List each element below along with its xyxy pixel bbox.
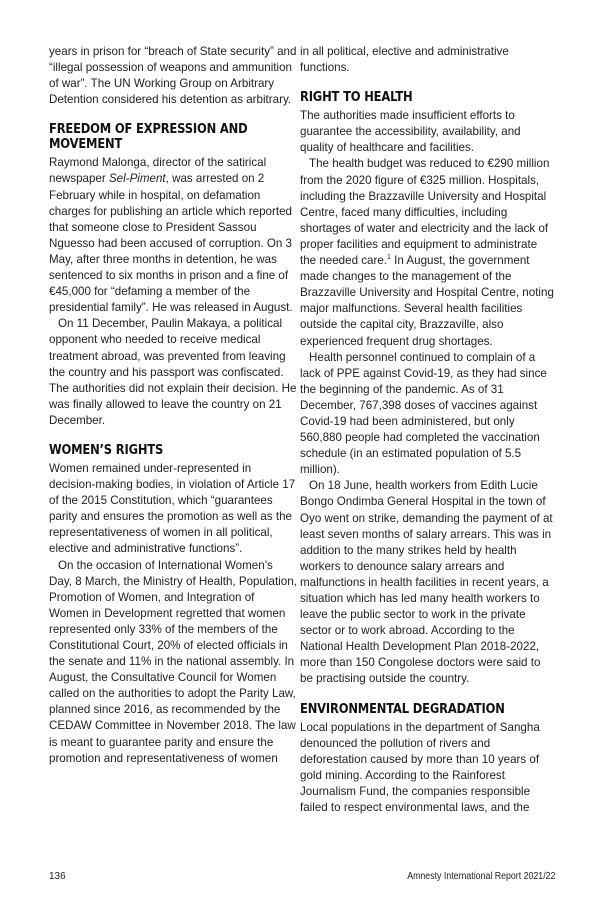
paragraph: On the occasion of International Women’s Day, 8 March, the Ministry of Health, Population, Promotion of Women, and Integration of Women in Development regretted that women represented only 33% of the members of the Constitutional Court, 20% of elected officials in the senate and 11% in the national assembly. In August, the Consultative Council for Women called on the authorities to adopt the Parity Law, planned since 2016, as recommended by the CEDAW Committee in November 2018. The law is meant to guarantee parity and ensure the promotion and representativeness of women — [49, 558, 297, 765]
section-heading-right-to-health: RIGHT TO HEALTH — [300, 90, 413, 106]
right-column — [300, 44, 556, 816]
section-heading-environmental-degradation: ENVIRONMENTAL DEGRADATION — [300, 701, 505, 717]
paragraph: Local populations in the department of Sangha denounced the pollution of rivers and deforestation caused by more than 10 years of gold mining. According to the Rainforest Journalism Fund, the companies responsible failed to respect environmental laws, and the — [300, 720, 540, 815]
paragraph: Women remained under-represented in decision-making bodies, in violation of Article 17 of the 2015 Constitution, which “guarantees parity and ensures the promotion as well as the representativeness of women in all political, elective and administrative functions”. — [49, 461, 296, 556]
paragraph: On 11 December, Paulin Makaya, a political opponent who needed to receive medical treatment abroad, was prevented from leaving the country and his passport was confiscated. The authorities did not explain their decision. He was finally allowed to leave the country on 21 December. — [49, 317, 297, 427]
section-heading-freedom-of-expression: FREEDOM OF EXPRESSION AND MOVEMENT — [49, 122, 248, 153]
paragraph: in all political, elective and administrative functions. — [300, 45, 509, 75]
publication-title: Amnesty International Report 2021/22 — [406, 871, 555, 882]
section-heading-womens-rights: WOMEN’S RIGHTS — [49, 442, 164, 458]
paragraph: The authorities made insufficient efforts to guarantee the accessibility, availability, and quality of healthcare and facilities. — [300, 109, 521, 155]
left-column — [49, 44, 297, 767]
footnote-reference[interactable]: 1 — [387, 254, 391, 262]
paragraph: Health personnel continued to complain of a lack of PPE against Covid-19, as they had since the beginning of the pandemic. As of 31 December, 767,398 doses of vaccines against Covid-19 had been administered, but only 560,880 people had completed the vaccination schedule (in an estimated population of 5.5 million). — [300, 350, 547, 477]
paragraph: On 18 June, health workers from Edith Lucie Bongo Ondimba General Hospital in the town of Oyo went on strike, demanding the payment of at least seven months of salary arrears. This was in addition to the many strikes held by health workers to denounce salary arrears and malfunctions in health facilities in recent years, a situation which has led many health workers to leave the public sector to work in the private sector or to work abroad. According to the National Health Development Plan 2018-2022, more than 150 Congolese doctors were said to be practising outside the country. — [300, 479, 553, 686]
page-number: 136 — [49, 871, 66, 882]
paragraph: Raymond Malonga, director of the satirical newspaper Sel-Piment, was arrested on 2 February while in hospital, on defamation charges for publishing an article which reported that someone close to President Sassou Nguesso had been accused of corruption. On 3 May, after three months in detention, he was sentenced to six months in prison and a fine of €45,000 for “defaming a member of the presidential family”. He was released in August. — [49, 156, 293, 315]
paragraph: years in prison for “breach of State security” and “illegal possession of weapons and ammunition of war”. The UN Working Group on Arbitrary Detention considered his detention as arbitrary. — [49, 45, 297, 107]
paragraph: The health budget was reduced to €290 million from the 2020 figure of €325 million. Hospitals, including the Brazzaville University and Hospital Centre, faced many difficulties, including shortages of water and electricity and the lack of proper facilities and equipment to administrate the needed care.$^1$ In August, the government made changes to the management of the Brazzaville University and Hospital Centre, noting major malfunctions. Several health facilities outside the capital city, Brazzaville, also experienced frequent drug shortages. — [300, 157, 554, 348]
newspaper-title: Sel-Piment — [108, 172, 166, 186]
